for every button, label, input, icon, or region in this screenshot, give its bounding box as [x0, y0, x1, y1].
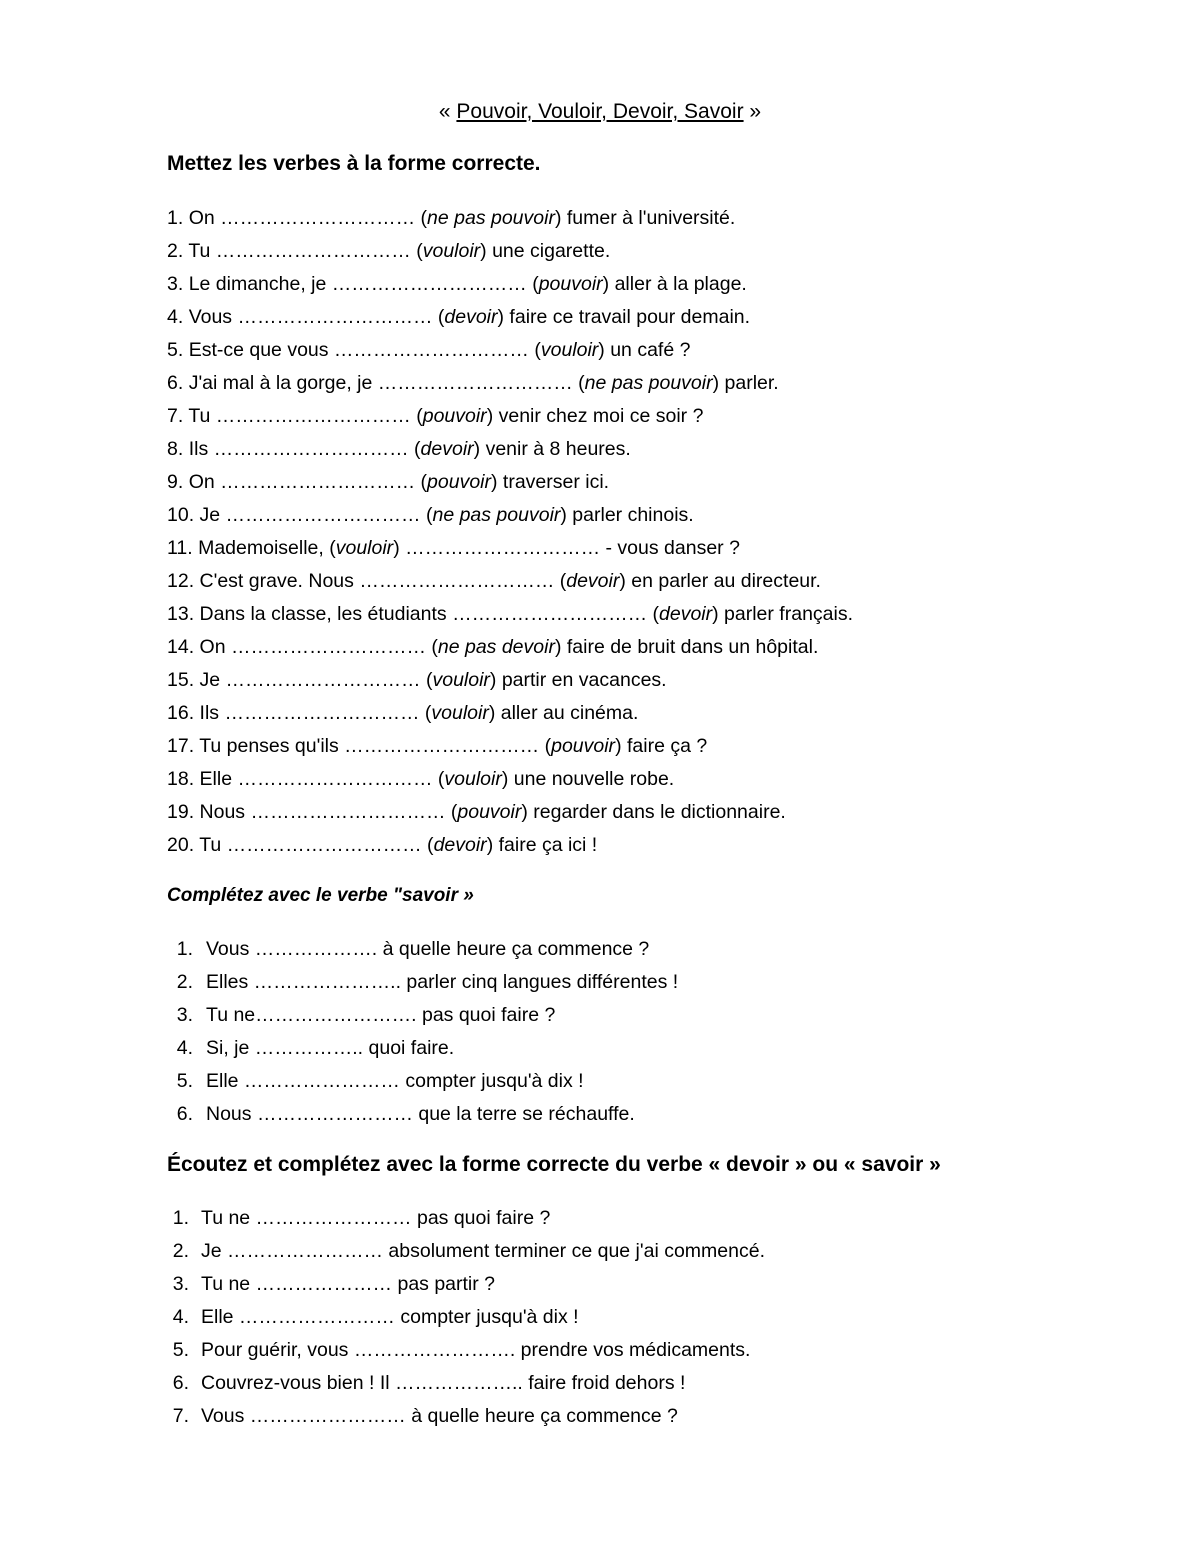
title-text: Pouvoir, Vouloir, Devoir, Savoir [456, 100, 744, 123]
item-number: 2. [167, 240, 184, 262]
item-text-after: ) faire ça ici ! [486, 834, 598, 856]
item-text-after: ) partir en vacances. [489, 669, 667, 691]
item-text: Nous …………………… que la terre se réchauffe. [206, 1103, 635, 1125]
item-text-before: Mademoiselle, ( [198, 537, 336, 559]
item-text: Tu ne……………………. pas quoi faire ? [206, 1004, 556, 1026]
item-number: 5. [167, 339, 184, 361]
exercise-item [167, 534, 853, 567]
item-text-before: Ils ………………………… ( [199, 702, 432, 724]
exercise-item [167, 435, 853, 468]
item-text-after: ) fumer à l'université. [554, 207, 736, 229]
exercise-item [167, 831, 853, 864]
item-text-after: ) aller à la plage. [602, 273, 747, 295]
item-text: Couvrez-vous bien ! Il ……………….. faire froid dehors ! [201, 1372, 686, 1394]
item-number: 1. [167, 207, 184, 229]
item-text-after: ) venir à 8 heures. [473, 438, 631, 460]
item-text-before: Vous ………………………… ( [188, 306, 445, 328]
exercise-item [167, 1100, 678, 1133]
item-number: 1. [176, 938, 193, 960]
item-number: 2. [176, 971, 193, 993]
exercise-item [167, 1237, 765, 1270]
item-text-before: Tu ………………………… ( [188, 405, 423, 427]
item-text-before: Tu ………………………… ( [188, 240, 423, 262]
item-number: 6. [172, 1372, 189, 1394]
item-verb-hint: ne pas pouvoir [427, 207, 555, 229]
item-number: 2. [172, 1240, 189, 1262]
item-verb-hint: pouvoir [427, 471, 491, 493]
item-number: 3. [172, 1273, 189, 1295]
exercise-item [167, 1204, 765, 1237]
item-text: Tu ne ………………… pas partir ? [201, 1273, 496, 1295]
item-text: Elle …………………… compter jusqu'à dix ! [206, 1070, 584, 1092]
exercise-item [167, 798, 853, 831]
exercise-item [167, 600, 853, 633]
exercise-item [167, 1336, 765, 1369]
item-text-before: Nous ………………………… ( [199, 801, 458, 823]
item-verb-hint: devoir [444, 306, 498, 328]
exercise-item [167, 1067, 678, 1100]
item-number: 12. [167, 570, 195, 592]
item-number: 4. [172, 1306, 189, 1328]
exercise-item [167, 1402, 765, 1435]
item-text: Elle …………………… compter jusqu'à dix ! [201, 1306, 579, 1328]
exercise-item [167, 732, 853, 765]
item-text-before: Est-ce que vous ………………………… ( [188, 339, 541, 361]
item-text-before: Elle ………………………… ( [199, 768, 445, 790]
exercise-item [167, 303, 853, 336]
section3-heading: Écoutez et complétez avec la forme correcte du verbe « devoir » ou « savoir » [167, 1153, 941, 1176]
item-number: 11. [167, 537, 193, 559]
section1-heading: Mettez les verbes à la forme correcte. [167, 152, 541, 175]
item-text: Vous …………………… à quelle heure ça commence ? [201, 1405, 678, 1427]
item-verb-hint: devoir [433, 834, 487, 856]
item-text-after: ) parler français. [712, 603, 854, 625]
item-text-after: ) regarder dans le dictionnaire. [521, 801, 786, 823]
exercise-item [167, 666, 853, 699]
item-verb-hint: pouvoir [538, 273, 603, 295]
exercise-item [167, 1270, 765, 1303]
section1-exercise-list [167, 204, 853, 864]
item-number: 8. [167, 438, 184, 460]
item-text: Vous ………………. à quelle heure ça commence ? [206, 938, 650, 960]
item-text-after: ) faire de bruit dans un hôpital. [554, 636, 819, 658]
item-text-after: ) parler. [712, 372, 779, 394]
exercise-item [167, 270, 853, 303]
item-verb-hint: pouvoir [551, 735, 616, 757]
item-text-before: Je ………………………… ( [199, 669, 433, 691]
item-verb-hint: pouvoir [457, 801, 522, 823]
item-verb-hint: vouloir [444, 768, 502, 790]
item-text-after: ) traverser ici. [491, 471, 610, 493]
exercise-item [167, 204, 853, 237]
item-number: 3. [167, 273, 184, 295]
exercise-item [167, 1369, 765, 1402]
exercise-item [167, 1034, 678, 1067]
item-verb-hint: pouvoir [422, 405, 487, 427]
item-text-after: ) aller au cinéma. [488, 702, 639, 724]
exercise-item [167, 633, 853, 666]
item-text: Elles ………………….. parler cinq langues différentes ! [206, 971, 679, 993]
item-number: 3. [176, 1004, 193, 1026]
item-text-after: ) parler chinois. [560, 504, 694, 526]
item-number: 5. [172, 1339, 189, 1361]
exercise-item [167, 468, 853, 501]
item-number: 15. [167, 669, 195, 691]
exercise-item [167, 699, 853, 732]
exercise-item [167, 1001, 678, 1034]
item-text-after: ) ………………………… - vous danser ? [393, 537, 740, 559]
exercise-item [167, 765, 853, 798]
item-text-after: ) en parler au directeur. [619, 570, 821, 592]
section2-heading: Complétez avec le verbe "savoir » [167, 885, 474, 906]
item-text-after: ) venir chez moi ce soir ? [486, 405, 704, 427]
item-text-before: On ………………………… ( [188, 471, 428, 493]
item-number: 20. [167, 834, 195, 856]
title-close-quote: » [743, 100, 762, 123]
item-text-before: J'ai mal à la gorge, je ………………………… ( [188, 372, 585, 394]
item-verb-hint: ne pas devoir [437, 636, 555, 658]
exercise-item [167, 369, 853, 402]
item-text-after: ) faire ça ? [615, 735, 708, 757]
exercise-item [167, 237, 853, 270]
item-verb-hint: ne pas pouvoir [584, 372, 713, 394]
item-number: 1. [172, 1207, 189, 1229]
exercise-item [167, 402, 853, 435]
item-verb-hint: devoir [420, 438, 474, 460]
item-number: 18. [167, 768, 195, 790]
item-verb-hint: devoir [659, 603, 713, 625]
item-verb-hint: vouloir [540, 339, 599, 361]
item-verb-hint: ne pas pouvoir [432, 504, 561, 526]
item-text-after: ) une cigarette. [480, 240, 611, 262]
item-number: 6. [176, 1103, 193, 1125]
item-text: Je …………………… absolument terminer ce que j'ai commencé. [201, 1240, 765, 1262]
item-verb-hint: devoir [566, 570, 620, 592]
item-number: 4. [176, 1037, 193, 1059]
item-number: 19. [167, 801, 195, 823]
item-number: 6. [167, 372, 184, 394]
exercise-item [167, 935, 678, 968]
item-text-after: ) un café ? [598, 339, 691, 361]
item-text: Si, je …………….. quoi faire. [206, 1037, 455, 1059]
page-title [0, 98, 1200, 126]
item-number: 17. [167, 735, 195, 757]
item-number: 16. [167, 702, 195, 724]
exercise-item [167, 968, 678, 1001]
title-open-quote: « [438, 100, 457, 123]
item-text: Pour guérir, vous ……………………. prendre vos médicaments. [201, 1339, 751, 1361]
exercise-item [167, 567, 853, 600]
item-number: 7. [172, 1405, 189, 1427]
item-text: Tu ne …………………… pas quoi faire ? [201, 1207, 551, 1229]
item-text-before: On ………………………… ( [188, 207, 428, 229]
item-number: 10. [167, 504, 195, 526]
item-number: 5. [176, 1070, 193, 1092]
item-text-after: ) une nouvelle robe. [501, 768, 675, 790]
section2-exercise-list [167, 935, 678, 1133]
item-verb-hint: vouloir [431, 702, 489, 724]
item-text-before: On ………………………… ( [199, 636, 438, 658]
item-number: 9. [167, 471, 184, 493]
item-number: 13. [167, 603, 195, 625]
exercise-item [167, 336, 853, 369]
item-number: 14. [167, 636, 195, 658]
item-text-before: Le dimanche, je ………………………… ( [188, 273, 539, 295]
item-text-after: ) faire ce travail pour demain. [497, 306, 751, 328]
item-verb-hint: vouloir [335, 537, 394, 559]
item-text-before: Ils ………………………… ( [188, 438, 421, 460]
exercise-item [167, 501, 853, 534]
item-text-before: C'est grave. Nous ………………………… ( [199, 570, 567, 592]
item-verb-hint: vouloir [432, 669, 490, 691]
exercise-item [167, 1303, 765, 1336]
item-number: 4. [167, 306, 184, 328]
item-text-before: Dans la classe, les étudiants ………………………… ( [199, 603, 659, 625]
item-text-before: Tu ………………………… ( [199, 834, 434, 856]
item-verb-hint: vouloir [422, 240, 481, 262]
item-number: 7. [167, 405, 184, 427]
section3-exercise-list [167, 1204, 765, 1435]
item-text-before: Je ………………………… ( [199, 504, 433, 526]
item-text-before: Tu penses qu'ils ………………………… ( [199, 735, 552, 757]
